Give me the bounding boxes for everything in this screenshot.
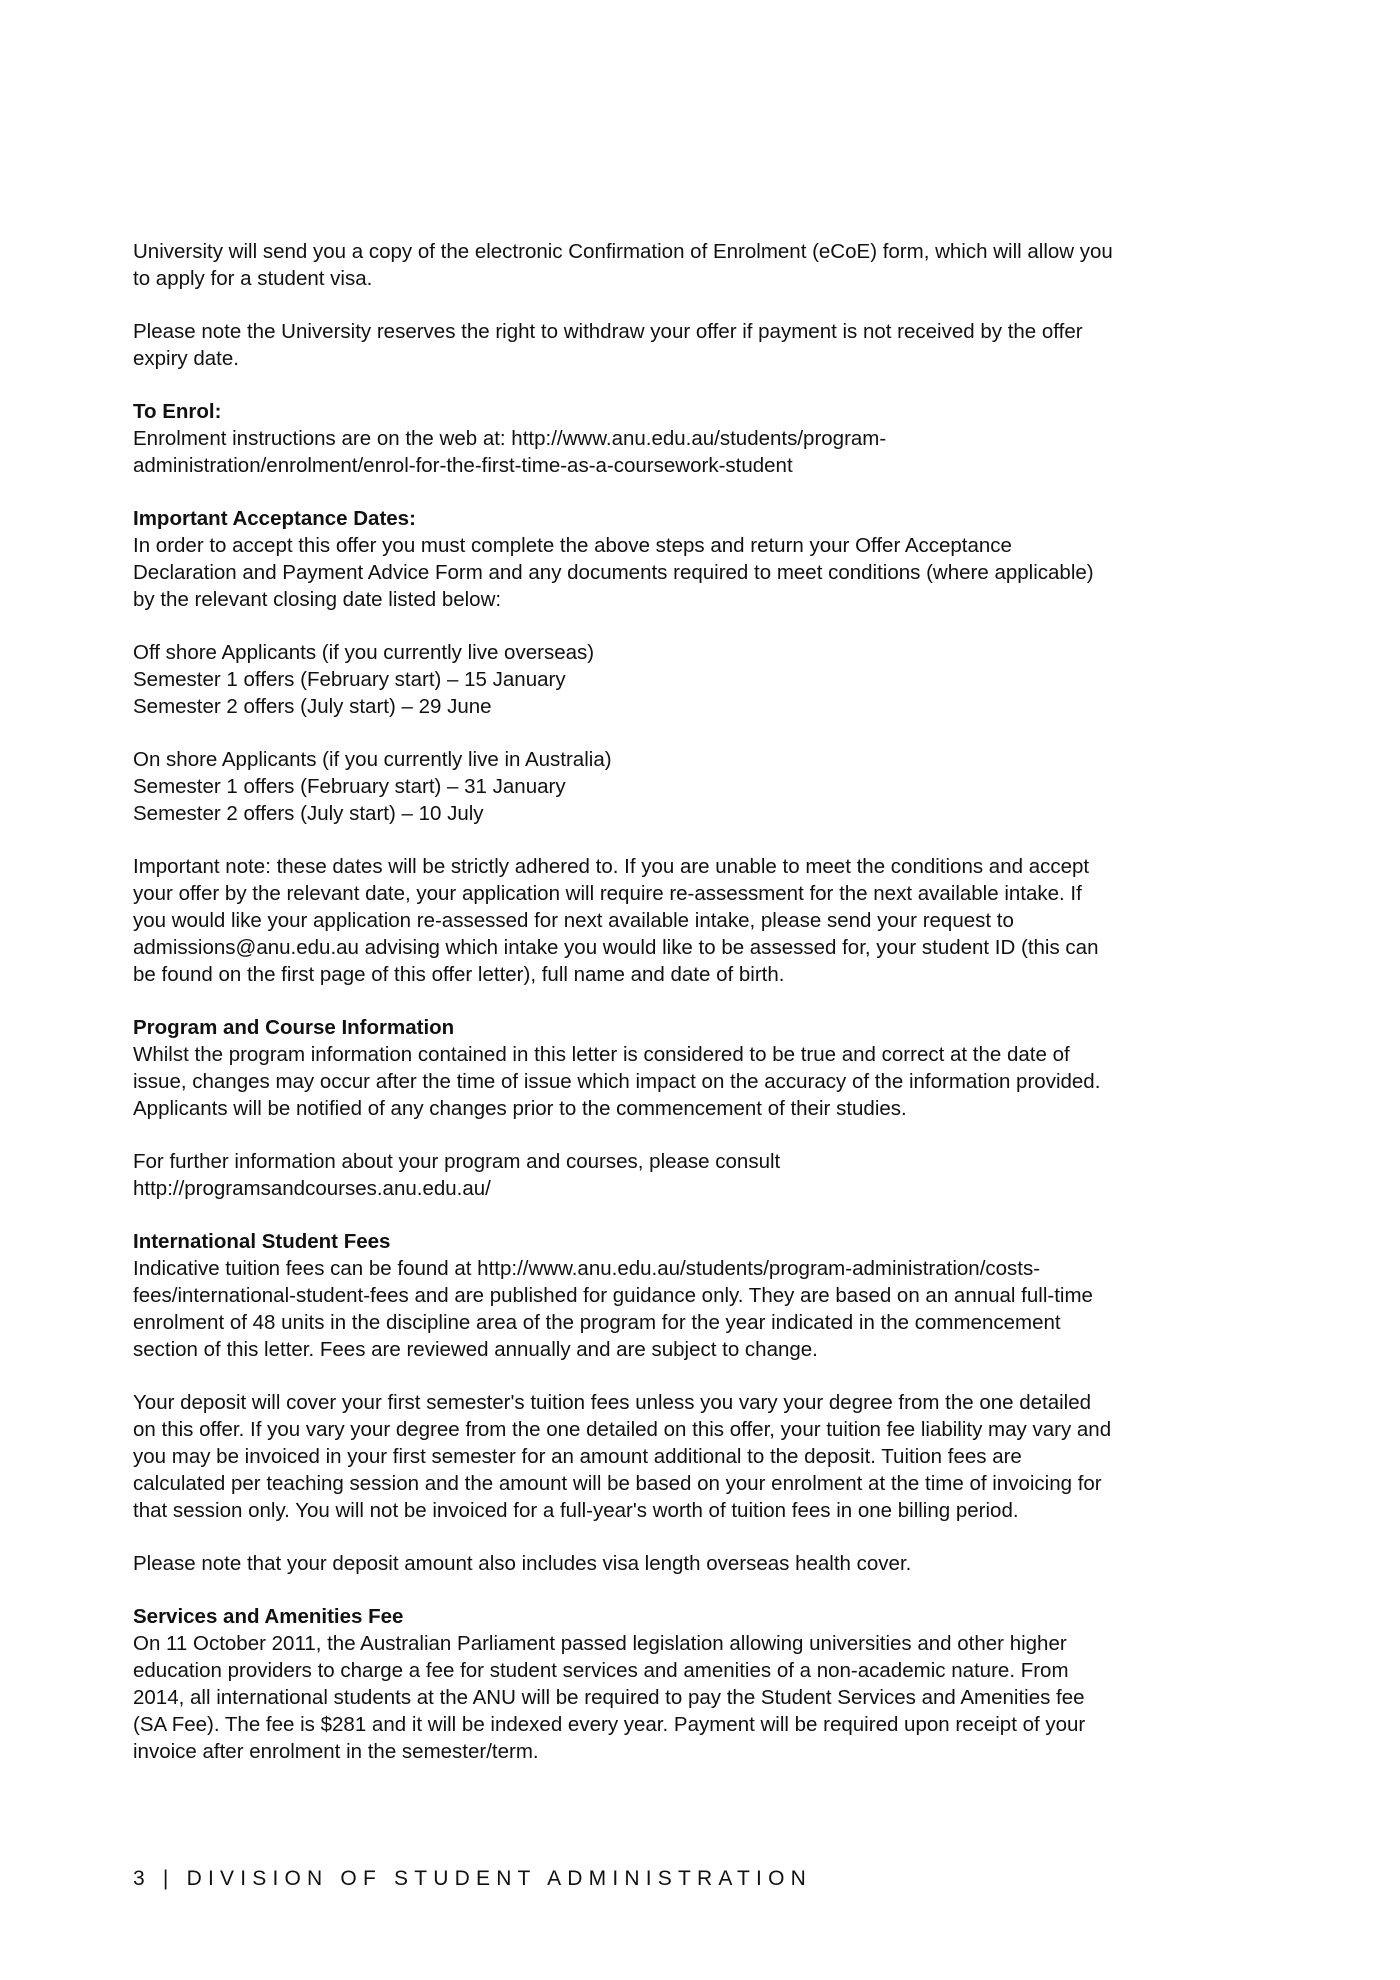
amenities-section xyxy=(133,1603,1273,1765)
program-heading: Program and Course Information xyxy=(133,1016,455,1039)
intro-paragraph-ecoe: University will send you a copy of the electronic Confirmation of Enrolment (eCoE) form, which will allow you to apply for a student visa. xyxy=(133,240,1113,290)
amenities-text: On 11 October 2011, the Australian Parliament passed legislation allowing universities and other higher education providers to charge a fee for student services and amenities of a non-academic nature. From 2014, all international students at the ANU will be required to pay the Student Services and Amenities fee (SA Fee). The fee is $281 and it will be indexed every year. Payment will be required upon receipt of your invoice after enrolment in the semester/term. xyxy=(133,1632,1086,1763)
program-further-info: For further information about your program and courses, please consult http://programsandcourses.anu.edu.au/ xyxy=(133,1150,781,1200)
fees-heading: International Student Fees xyxy=(133,1230,391,1253)
intro-paragraph-withdraw: Please note the University reserves the right to withdraw your offer if payment is not received by the offer expiry date. xyxy=(133,320,1083,370)
fees-health-cover: Please note that your deposit amount also includes visa length overseas health cover. xyxy=(133,1552,912,1575)
important-note: Important note: these dates will be strictly adhered to. If you are unable to meet the conditions and accept your offer by the relevant date, your application will require re-assessment for the next available intake. If you would like your application re-assessed for next available intake, please send your request to admissions@anu.edu.au advising which intake you would like to be assessed for, your student ID (this can be found on the first page of this offer letter), full name and date of birth. xyxy=(133,855,1099,986)
enrol-section xyxy=(133,398,1273,479)
document-body xyxy=(133,238,1273,1791)
offshore-dates: Off shore Applicants (if you currently live overseas) Semester 1 offers (February start) – 15 January Semester 2 offers (July start) – 29 June xyxy=(133,641,595,718)
acceptance-section xyxy=(133,505,1273,988)
program-text: Whilst the program information contained in this letter is considered to be true and correct at the date of issue, changes may occur after the time of issue which impact on the accuracy of the information provided. Applicants will be notified of any changes prior to the commencement of their studies. xyxy=(133,1043,1101,1120)
enrol-text: Enrolment instructions are on the web at: http://www.anu.edu.au/students/program- administration/enrolment/enrol-for-the-first-time-as-a-coursework-student xyxy=(133,427,887,477)
page-footer: 3 | DIVISION OF STUDENT ADMINISTRATION xyxy=(133,1867,812,1890)
enrol-heading: To Enrol: xyxy=(133,400,222,423)
program-section xyxy=(133,1014,1273,1202)
acceptance-text: In order to accept this offer you must complete the above steps and return your Offer Acceptance Declaration and Payment Advice Form and any documents required to meet conditions (where applicable) by the relevant closing date listed below: xyxy=(133,534,1094,611)
fees-section xyxy=(133,1228,1273,1577)
onshore-dates: On shore Applicants (if you currently live in Australia) Semester 1 offers (February start) – 31 January Semester 2 offers (July start) – 10 July xyxy=(133,748,612,825)
fees-text: Indicative tuition fees can be found at http://www.anu.edu.au/students/program-administration/costs- fees/international-student-fees and are published for guidance only. They are based on an annual full-time enrolment of 48 units in the discipline area of the program for the year indicated in the commencement section of this letter. Fees are reviewed annually and are subject to change. xyxy=(133,1257,1093,1361)
fees-deposit: Your deposit will cover your first semester's tuition fees unless you vary your degree from the one detailed on this offer. If you vary your degree from the one detailed on this offer, your tuition fee liability may vary and you may be invoiced in your first semester for an amount additional to the deposit. Tuition fees are calculated per teaching session and the amount will be based on your enrolment at the time of invoicing for that session only. You will not be invoiced for a full-year's worth of tuition fees in one billing period. xyxy=(133,1391,1112,1522)
amenities-heading: Services and Amenities Fee xyxy=(133,1605,404,1628)
acceptance-heading: Important Acceptance Dates: xyxy=(133,507,416,530)
